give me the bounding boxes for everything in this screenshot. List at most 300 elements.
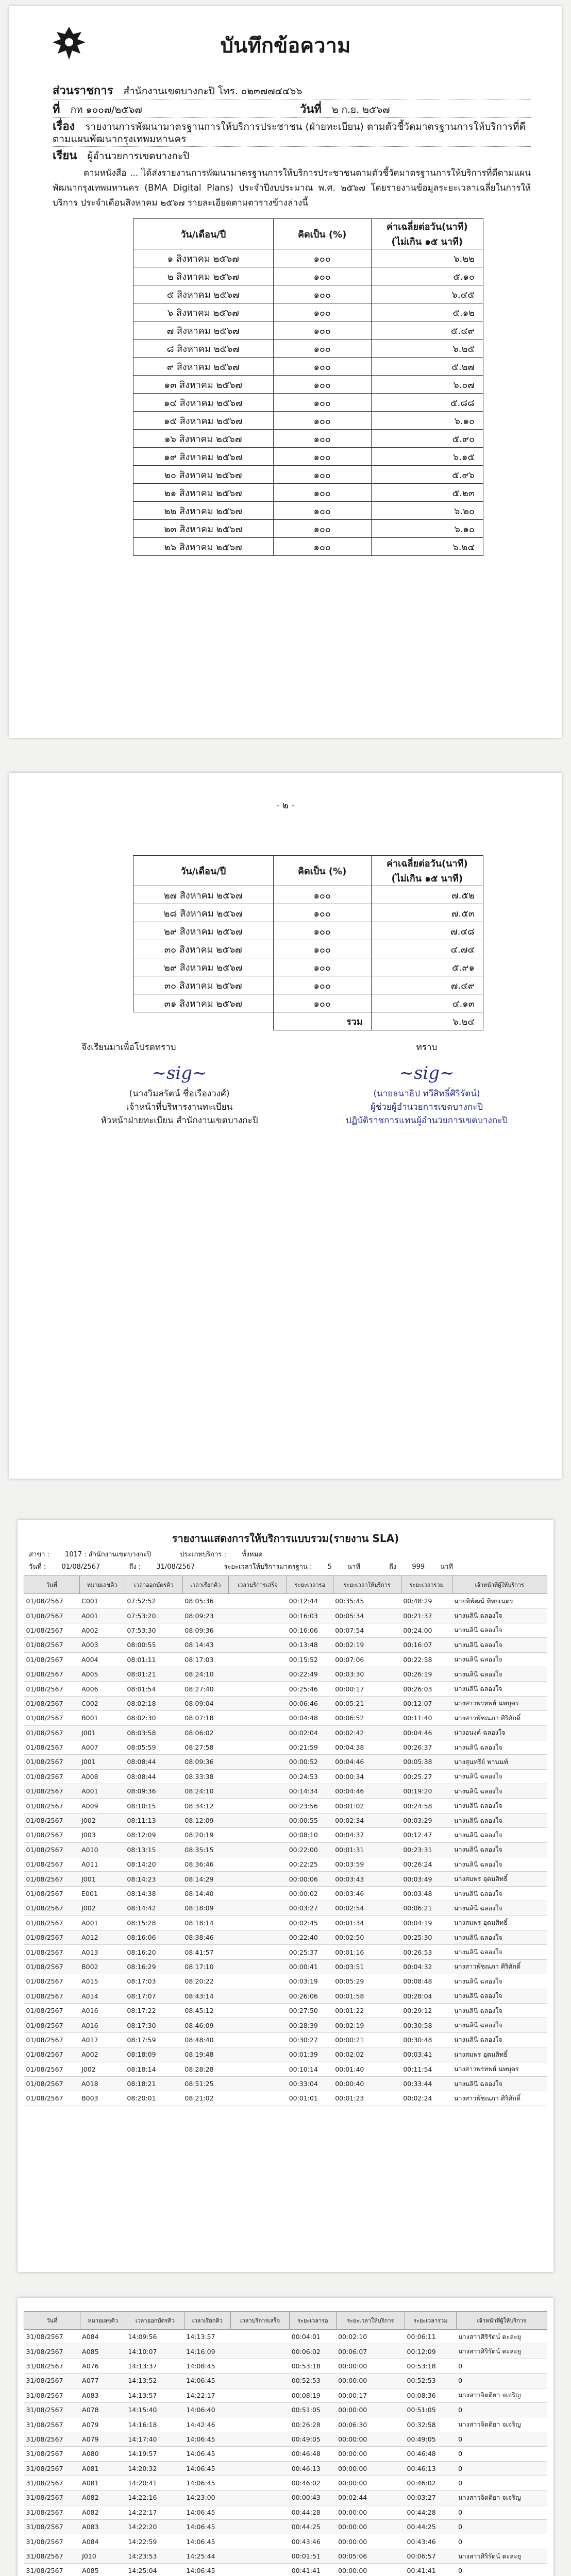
queue-number-cell: A001 (79, 1608, 125, 1623)
wait-duration-cell: 00:01:39 (287, 2047, 333, 2062)
wait-duration-cell: 00:46:02 (290, 2476, 336, 2490)
date-cell: 01/08/2567 (24, 1828, 80, 1842)
average-minutes-cell: ๖.๑๕ (371, 448, 483, 466)
wait-duration-cell: 00:33:04 (287, 2076, 333, 2091)
table-row (133, 303, 483, 321)
call-time-cell: 08:35:15 (182, 1842, 228, 1857)
table-row (133, 976, 483, 994)
date-cell: 01/08/2567 (24, 1886, 80, 1901)
average-minutes-cell: ๗.๕๓ (371, 904, 483, 922)
sla-report-table (24, 1575, 547, 2106)
left-handwritten-signature: ∼sig∼ (152, 1063, 207, 1083)
wait-duration-cell: 00:44:28 (290, 2505, 336, 2519)
finish-time-cell (228, 1989, 287, 2003)
total-duration-cell: 00:46:48 (405, 2447, 457, 2461)
finish-time-cell (228, 1682, 287, 1696)
queue-number-cell: A085 (80, 2344, 126, 2359)
report-header-row (24, 1576, 547, 1594)
table-row (133, 520, 483, 538)
table-row (24, 2344, 547, 2359)
total-duration-cell: 00:51:05 (405, 2402, 457, 2417)
queue-number-cell: A081 (80, 2461, 126, 2476)
date-cell: 01/08/2567 (24, 1769, 80, 1784)
date-cell: 01/08/2567 (24, 1930, 80, 1944)
call-time-cell: 08:09:36 (182, 1623, 228, 1637)
finish-time-cell (228, 1813, 287, 1827)
ticket-time-cell: 14:22:59 (126, 2534, 184, 2549)
service-duration-cell: 00:03:43 (333, 1872, 401, 1886)
wait-duration-cell: 00:28:39 (287, 2018, 333, 2032)
report-col-header: ระยะเวลารอ (287, 1576, 333, 1594)
call-time-cell: 08:38:46 (182, 1930, 228, 1944)
service-duration-cell: 00:35:45 (333, 1594, 401, 1608)
percent-cell: ๑๐๐ (273, 502, 371, 520)
percent-cell: ๑๐๐ (273, 484, 371, 502)
queue-number-cell: J002 (79, 1813, 125, 1827)
call-time-cell: 08:14:29 (182, 1872, 228, 1886)
table-row (24, 1784, 547, 1799)
date-cell: 31/08/2567 (24, 2374, 80, 2388)
table-row (24, 2374, 547, 2388)
staff-name-cell: นางสาวพรทพย์ นพบุตร (452, 1696, 547, 1710)
wait-duration-cell: 00:01:51 (290, 2549, 336, 2563)
queue-number-cell: J002 (79, 2062, 125, 2076)
finish-time-cell (228, 1652, 287, 1667)
ticket-time-cell: 08:15:28 (125, 1916, 182, 1930)
call-time-cell: 14:22:17 (184, 2388, 230, 2402)
limit-field: ระยะเวลาให้บริการมาตรฐาน : 5 นาที (224, 1563, 360, 1571)
total-duration-cell: 00:53:18 (405, 2359, 457, 2373)
queue-number-cell: J010 (80, 2549, 126, 2563)
table-row (24, 2490, 547, 2505)
service-duration-cell: 00:06:30 (336, 2417, 405, 2432)
finish-time-cell (230, 2402, 289, 2417)
finish-time-cell (230, 2505, 289, 2519)
average-minutes-cell: ๖.๐๗ (371, 376, 483, 394)
finish-time-cell (228, 1872, 287, 1886)
percent-cell: ๑๐๐ (273, 922, 371, 940)
staff-name-cell: 0 (456, 2476, 547, 2490)
queue-number-cell: A008 (79, 1769, 125, 1784)
staff-name-cell: นางนลินี ฉลองใจ (452, 1623, 547, 1637)
date-cell: 31/08/2567 (24, 2402, 80, 2417)
queue-number-cell: A079 (80, 2417, 126, 2432)
table-row (24, 2330, 547, 2344)
wait-duration-cell: 00:08:10 (287, 1828, 333, 1842)
date-cell: 31/08/2567 (24, 2564, 80, 2576)
total-duration-cell: 00:04:46 (401, 1725, 452, 1740)
call-time-cell: 08:14:43 (182, 1638, 228, 1652)
wait-duration-cell: 00:22:40 (287, 1930, 333, 1944)
table-row (24, 1857, 547, 1872)
call-time-cell: 08:41:57 (182, 1945, 228, 1959)
table-row (24, 2549, 547, 2563)
date-cell: 01/08/2567 (24, 2018, 80, 2032)
ticket-time-cell: 07:53:30 (125, 1623, 182, 1637)
service-duration-cell: 00:01:34 (333, 1916, 401, 1930)
total-duration-cell: 00:26:37 (401, 1740, 452, 1754)
staff-name-cell: นางนลินี ฉลองใจ (452, 1652, 547, 1667)
call-time-cell: 14:16:09 (184, 2344, 230, 2359)
call-time-cell: 14:42:46 (184, 2417, 230, 2432)
table-row (133, 904, 483, 922)
total-duration-cell: 00:26:03 (401, 1682, 452, 1696)
call-time-cell: 08:05:36 (182, 1594, 228, 1608)
percent-cell: ๑๐๐ (273, 538, 371, 556)
table-row (24, 2505, 547, 2519)
total-duration-cell: 00:06:57 (405, 2549, 457, 2563)
ticket-time-cell: 08:12:09 (125, 1828, 182, 1842)
service-duration-cell: 00:02:54 (333, 1901, 401, 1916)
date-cell: 01/08/2567 (24, 1974, 80, 1989)
report-col-header: เจ้าหน้าที่ผู้ให้บริการ (452, 1576, 547, 1594)
total-duration-cell: 00:25:30 (401, 1930, 452, 1944)
table-row (24, 1711, 547, 1725)
call-time-cell: 14:13:57 (184, 2330, 230, 2344)
service-duration-cell: 00:07:54 (333, 1623, 401, 1637)
ticket-time-cell: 14:22:17 (126, 2505, 184, 2519)
ticket-time-cell: 08:16:06 (125, 1930, 182, 1944)
date-cell: ๘ สิงหาคม ๒๕๖๗ (133, 340, 274, 358)
call-time-cell: 08:34:12 (182, 1799, 228, 1813)
total-duration-cell: 00:48:29 (401, 1594, 452, 1608)
call-time-cell: 08:17:03 (182, 1652, 228, 1667)
total-duration-cell: 00:41:41 (405, 2564, 457, 2576)
total-duration-cell: 00:44:25 (405, 2520, 457, 2534)
date-cell: ๕ สิงหาคม ๒๕๖๗ (133, 285, 274, 303)
call-time-cell: 08:20:22 (182, 1974, 228, 1989)
service-duration-cell: 00:02:44 (336, 2490, 405, 2505)
finish-time-cell (230, 2388, 289, 2402)
wait-duration-cell: 00:30:27 (287, 2032, 333, 2047)
report-col-header: ระยะเวลาให้บริการ (333, 1576, 401, 1594)
percent-cell: ๑๐๐ (273, 267, 371, 285)
wait-duration-cell: 00:43:46 (290, 2534, 336, 2549)
staff-name-cell: นางสุนทรีย์ พานนท์ (452, 1755, 547, 1769)
staff-name-cell: นางนลินี ฉลองใจ (452, 1886, 547, 1901)
table-row (24, 1667, 547, 1681)
ticket-time-cell: 08:08:44 (125, 1755, 182, 1769)
ticket-time-cell: 08:02:18 (125, 1696, 182, 1710)
date-label: วันที่ (300, 103, 322, 116)
table-row (133, 466, 483, 484)
total-duration-cell: 00:29:12 (401, 2003, 452, 2018)
table-row (24, 2091, 547, 2106)
total-duration-cell: 00:05:38 (401, 1755, 452, 1769)
report-col-header: เวลาบริการเสร็จ (230, 2312, 289, 2330)
service-duration-cell: 00:07:06 (333, 1652, 401, 1667)
date-cell: 01/08/2567 (24, 1916, 80, 1930)
ticket-time-cell: 14:22:20 (126, 2520, 184, 2534)
call-time-cell: 08:20:19 (182, 1828, 228, 1842)
date-cell: 01/08/2567 (24, 1755, 80, 1769)
finish-time-cell (230, 2534, 289, 2549)
finish-time-cell (228, 2076, 287, 2091)
call-time-cell: 14:06:45 (184, 2374, 230, 2388)
finish-time-cell (228, 1608, 287, 1623)
staff-name-cell: นางนลินี ฉลองใจ (452, 1769, 547, 1784)
wait-duration-cell: 00:00:43 (290, 2490, 336, 2505)
wait-duration-cell: 00:06:46 (287, 1696, 333, 1710)
date-cell: 31/08/2567 (24, 2520, 80, 2534)
total-duration-cell: 00:24:00 (401, 1623, 452, 1637)
queue-number-cell: A016 (79, 2003, 125, 2018)
queue-number-cell: A082 (80, 2505, 126, 2519)
service-duration-cell: 00:04:46 (333, 1755, 401, 1769)
ticket-time-cell: 14:09:56 (126, 2330, 184, 2344)
queue-number-cell: A010 (79, 1842, 125, 1857)
table-row (24, 1930, 547, 1944)
staff-name-cell: 0 (456, 2505, 547, 2519)
date-cell: 31/08/2567 (24, 2388, 80, 2402)
ticket-time-cell: 14:16:18 (126, 2417, 184, 2432)
date-cell: ๑๕ สิงหาคม ๒๕๖๗ (133, 412, 274, 430)
percent-cell: ๑๐๐ (273, 976, 371, 994)
table-row (24, 2564, 547, 2576)
table-header-row (133, 219, 483, 249)
finish-time-cell (230, 2520, 289, 2534)
date-cell: 31/08/2567 (24, 2476, 80, 2490)
ticket-time-cell: 14:13:37 (126, 2359, 184, 2373)
staff-name-cell: นางนลินี ฉลองใจ (452, 2018, 547, 2032)
queue-number-cell: A016 (79, 2018, 125, 2032)
date-cell: ๒๙ สิงหาคม ๒๕๖๗ (133, 922, 274, 940)
call-time-cell: 14:08:45 (184, 2359, 230, 2373)
date-cell: 31/08/2567 (24, 2344, 80, 2359)
call-time-cell: 14:06:40 (184, 2402, 230, 2417)
date-cell: 01/08/2567 (24, 1682, 80, 1696)
service-duration-cell: 00:00:00 (336, 2447, 405, 2461)
finish-time-cell (228, 1725, 287, 1740)
queue-number-cell: C002 (79, 1696, 125, 1710)
queue-number-cell: A003 (79, 1638, 125, 1652)
percent-cell: ๑๐๐ (273, 303, 371, 321)
table-row (133, 448, 483, 466)
wait-duration-cell: 00:23:56 (287, 1799, 333, 1813)
wait-duration-cell: 00:16:06 (287, 1623, 333, 1637)
queue-number-cell: A085 (80, 2564, 126, 2576)
finish-time-cell (228, 2003, 287, 2018)
total-duration-cell: 00:06:21 (401, 1901, 452, 1916)
col-avg-header (371, 219, 483, 249)
table-row (24, 2534, 547, 2549)
finish-time-cell (228, 1711, 287, 1725)
date-cell: ๓๐ สิงหาคม ๒๕๖๗ (133, 940, 274, 958)
table-row (24, 1886, 547, 1901)
finish-time-cell (228, 2062, 287, 2076)
total-duration-cell: 00:30:58 (401, 2018, 452, 2032)
total-duration-cell: 00:43:46 (405, 2534, 457, 2549)
percent-cell: ๑๐๐ (273, 448, 371, 466)
table-row (133, 940, 483, 958)
date-to-field: ถึง : 31/08/2567 (129, 1563, 195, 1571)
average-minutes-cell: ๖.๒๒ (371, 249, 483, 267)
col-avg-sub: (ไม่เกิน ๑๕ นาที) (391, 236, 463, 247)
wait-duration-cell: 00:51:05 (290, 2402, 336, 2417)
finish-time-cell (230, 2330, 289, 2344)
total-duration-cell: 00:49:05 (405, 2432, 457, 2446)
queue-number-cell: B002 (79, 1959, 125, 1974)
date-cell: 01/08/2567 (24, 1872, 80, 1886)
date-cell: ๒๓ สิงหาคม ๒๕๖๗ (133, 520, 274, 538)
call-time-cell: 14:25:44 (184, 2549, 230, 2563)
daily-average-table (133, 218, 483, 556)
wait-duration-cell: 00:46:48 (290, 2447, 336, 2461)
report-col-header: เวลาออกบัตรคิว (125, 1576, 182, 1594)
date-cell: 01/08/2567 (24, 1813, 80, 1827)
ticket-time-cell: 08:00:55 (125, 1638, 182, 1652)
agency-row (53, 83, 531, 99)
service-duration-cell: 00:01:31 (333, 1842, 401, 1857)
wait-duration-cell: 00:02:45 (287, 1916, 333, 1930)
total-duration-cell: 00:26:53 (401, 1945, 452, 1959)
ref-date-row (53, 102, 531, 118)
service-duration-cell: 00:01:16 (333, 1945, 401, 1959)
date-cell: ๑๓ สิงหาคม ๒๕๖๗ (133, 376, 274, 394)
memo-page-2 (9, 773, 562, 1479)
ticket-time-cell: 08:17:22 (125, 2003, 182, 2018)
date-cell: 01/08/2567 (24, 1842, 80, 1857)
table-row (24, 2417, 547, 2432)
ticket-time-cell: 08:01:54 (125, 1682, 182, 1696)
table-header-row (133, 856, 483, 886)
table-row (133, 886, 483, 904)
finish-time-cell (228, 1784, 287, 1799)
staff-name-cell: นางสมพร อุดมสิทธิ์ (452, 1872, 547, 1886)
queue-number-cell: A013 (79, 1945, 125, 1959)
total-label: รวม (273, 1012, 371, 1030)
table-row (24, 2461, 547, 2476)
wait-duration-cell: 00:08:19 (290, 2388, 336, 2402)
finish-time-cell (228, 1974, 287, 1989)
table-row (24, 1828, 547, 1842)
date-cell: 31/08/2567 (24, 2505, 80, 2519)
call-time-cell: 08:18:14 (182, 1916, 228, 1930)
table-row (24, 1740, 547, 1754)
percent-cell: ๑๐๐ (273, 466, 371, 484)
ticket-time-cell: 14:13:57 (126, 2388, 184, 2402)
finish-time-cell (230, 2344, 289, 2359)
staff-name-cell: 0 (456, 2461, 547, 2476)
queue-number-cell: B003 (79, 2091, 125, 2106)
wait-duration-cell: 00:03:27 (287, 1901, 333, 1916)
queue-number-cell: A002 (79, 1623, 125, 1637)
table-row (133, 394, 483, 412)
call-time-cell: 08:43:14 (182, 1989, 228, 2003)
staff-name-cell: 0 (456, 2520, 547, 2534)
date-cell: ๑๖ สิงหาคม ๒๕๖๗ (133, 430, 274, 448)
staff-name-cell: นางสาวพัชณภา ศิริศักดิ์ (452, 2091, 547, 2106)
table-row (133, 285, 483, 303)
total-duration-cell: 00:44:28 (405, 2505, 457, 2519)
table-row (24, 1901, 547, 1916)
service-duration-cell: 00:02:42 (333, 1725, 401, 1740)
average-minutes-cell: ๖.๑๐ (371, 412, 483, 430)
ticket-time-cell: 08:18:21 (125, 2076, 182, 2091)
queue-number-cell: A007 (79, 1740, 125, 1754)
date-cell: ๒๗ สิงหาคม ๒๕๖๗ (133, 886, 274, 904)
ticket-time-cell: 14:15:40 (126, 2402, 184, 2417)
wait-duration-cell: 00:21:59 (287, 1740, 333, 1754)
call-time-cell: 14:06:45 (184, 2432, 230, 2446)
sla-report-page-1 (18, 1520, 553, 2272)
to-label: เรียน (53, 149, 77, 162)
staff-name-cell: นางนลินี ฉลองใจ (452, 1857, 547, 1872)
date-cell: 01/08/2567 (24, 1740, 80, 1754)
date-cell: ๑ สิงหาคม ๒๕๖๗ (133, 249, 274, 267)
ticket-time-cell: 08:14:38 (125, 1886, 182, 1901)
wait-duration-cell: 00:12:44 (287, 1594, 333, 1608)
date-cell: 01/08/2567 (24, 1725, 80, 1740)
table-row (133, 538, 483, 556)
call-time-cell: 08:28:28 (182, 2062, 228, 2076)
finish-time-cell (230, 2564, 289, 2576)
ticket-time-cell: 08:18:14 (125, 2062, 182, 2076)
table-row (24, 1813, 547, 1827)
wait-duration-cell: 00:26:28 (290, 2417, 336, 2432)
finish-time-cell (228, 1842, 287, 1857)
total-value: ๖.๒๔ (371, 1012, 483, 1030)
staff-name-cell: นางสาวจิตติยา จเจริญ (456, 2388, 547, 2402)
staff-name-cell: นางสาวจิตติยา จเจริญ (456, 2490, 547, 2505)
table-row (24, 2003, 547, 2018)
staff-name-cell: นางนลินี ฉลองใจ (452, 1828, 547, 1842)
table-row (24, 1769, 547, 1784)
service-duration-cell: 00:01:23 (333, 2091, 401, 2106)
staff-name-cell: นางนลินี ฉลองใจ (452, 1989, 547, 2003)
total-duration-cell: 00:08:48 (401, 1974, 452, 1989)
total-duration-cell: 00:03:27 (405, 2490, 457, 2505)
date-cell: 01/08/2567 (24, 2062, 80, 2076)
call-time-cell: 08:19:48 (182, 2047, 228, 2062)
subject-label: เรื่อง (53, 120, 75, 133)
finish-time-cell (228, 1857, 287, 1872)
total-duration-cell: 00:52:53 (405, 2374, 457, 2388)
date-cell: 01/08/2567 (24, 1711, 80, 1725)
date-cell: 31/08/2567 (24, 2549, 80, 2563)
date-value: ๒ ก.ย. ๒๕๖๗ (331, 104, 390, 115)
staff-name-cell: 0 (456, 2402, 547, 2417)
wait-duration-cell: 00:53:18 (290, 2359, 336, 2373)
staff-name-cell: นางสาวจิตติยา จเจริญ (456, 2417, 547, 2432)
percent-cell: ๑๐๐ (273, 249, 371, 267)
ticket-time-cell: 08:03:58 (125, 1725, 182, 1740)
queue-number-cell: A080 (80, 2447, 126, 2461)
queue-number-cell: J001 (79, 1725, 125, 1740)
sla-report-table-body (24, 2330, 547, 2576)
average-minutes-cell: ๖.๒๕ (371, 340, 483, 358)
date-cell: ๓๐ สิงหาคม ๒๕๖๗ (133, 976, 274, 994)
finish-time-cell (228, 1638, 287, 1652)
ticket-time-cell: 07:52:52 (125, 1594, 182, 1608)
right-handwritten-signature: ∼sig∼ (399, 1063, 455, 1083)
total-duration-cell: 00:08:36 (405, 2388, 457, 2402)
ticket-time-cell: 14:25:04 (126, 2564, 184, 2576)
average-minutes-cell: ๕.๙๖ (371, 466, 483, 484)
call-time-cell: 08:09:36 (182, 1755, 228, 1769)
date-cell: 31/08/2567 (24, 2359, 80, 2373)
date-cell: ๒๘ สิงหาคม ๒๕๖๗ (133, 904, 274, 922)
date-from-field: วันที่ : 01/08/2567 (29, 1563, 100, 1571)
service-duration-cell: 00:05:34 (333, 1608, 401, 1623)
table-row (24, 1638, 547, 1652)
ticket-time-cell: 14:22:16 (126, 2490, 184, 2505)
table-row (24, 1682, 547, 1696)
wait-duration-cell: 00:03:19 (287, 1974, 333, 1989)
finish-time-cell (228, 1828, 287, 1842)
table-row (24, 2447, 547, 2461)
percent-cell: ๑๐๐ (273, 412, 371, 430)
